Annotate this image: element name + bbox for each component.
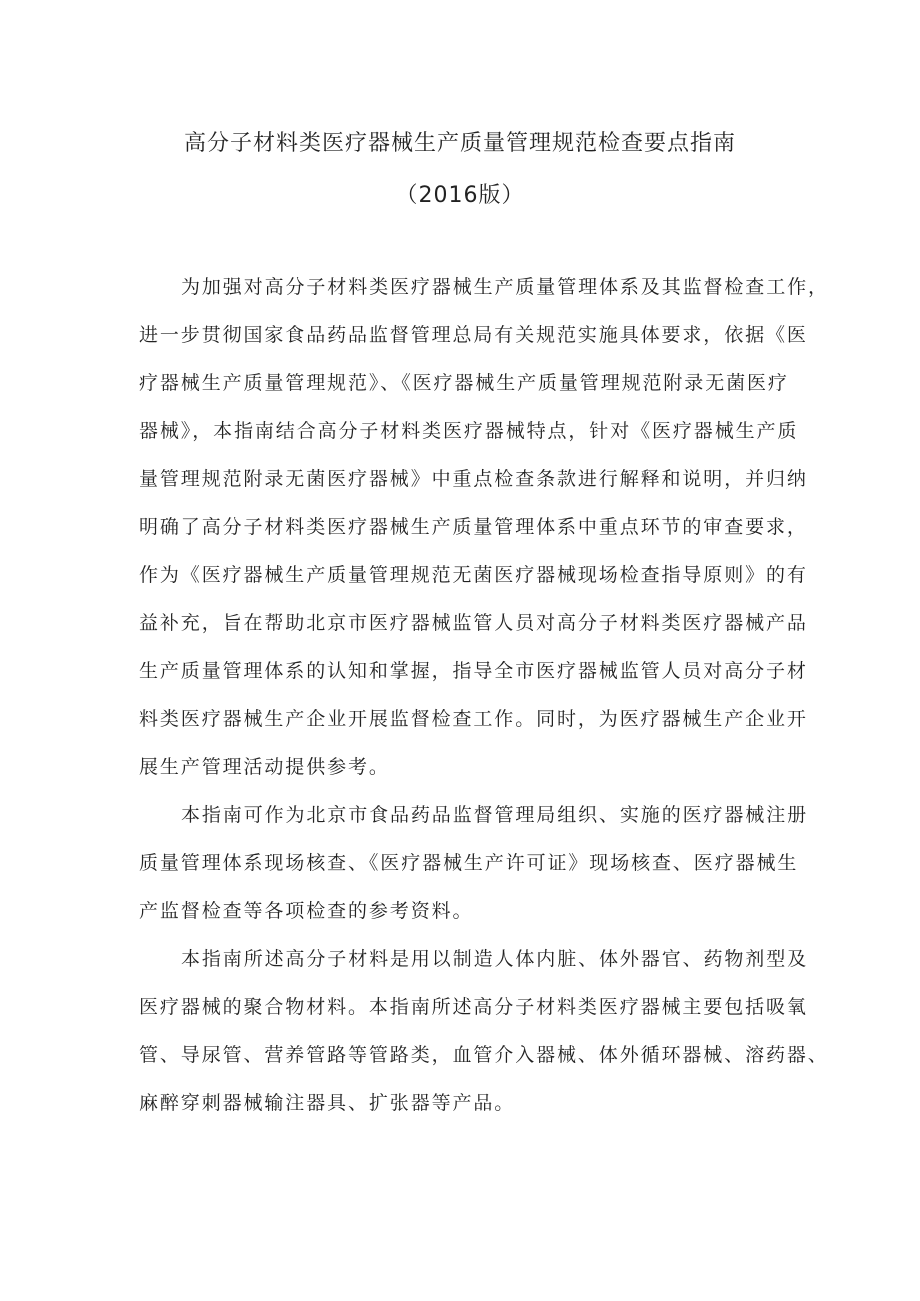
document-subtitle-version: （2016版）	[395, 183, 525, 208]
paragraph-2-line-1: 本指南可作为北京市食品药品监督管理局组织、实施的医疗器械注册	[181, 804, 809, 826]
paragraph-1-line-3: 疗器械生产质量管理规范》、《医疗器械生产质量管理规范附录无菌医疗	[139, 372, 789, 394]
paragraph-1-line-5: 量管理规范附录无菌医疗器械》中重点检查条款进行解释和说明，并归纳	[139, 468, 808, 490]
paragraph-3-line-4: 麻醉穿刺器械输注器具、扩张器等产品。	[139, 1092, 516, 1114]
paragraph-3-line-2: 医疗器械的聚合物材料。本指南所述高分子材料类医疗器械主要包括吸氧	[139, 996, 808, 1018]
paragraph-1-line-4: 器械》，本指南结合高分子材料类医疗器械特点，针对《医疗器械生产质	[139, 420, 799, 442]
paragraph-1-line-1: 为加强对高分子材料类医疗器械生产质量管理体系及其监督检查工作，	[181, 276, 829, 298]
paragraph-1-line-10: 料类医疗器械生产企业开展监督检查工作。同时，为医疗器械生产企业开	[139, 708, 808, 730]
paragraph-3-line-3: 管、导尿管、营养管路等管路类，血管介入器械、体外循环器械、溶药器、	[139, 1044, 829, 1066]
paragraph-2-line-2: 质量管理体系现场核查、《医疗器械生产许可证》现场核查、医疗器械生	[139, 852, 799, 874]
paragraph-1-line-7: 作为《医疗器械生产质量管理规范无菌医疗器械现场检查指导原则》的有	[139, 564, 808, 586]
paragraph-1-line-11: 展生产管理活动提供参考。	[139, 756, 390, 778]
paragraph-1-line-2: 进一步贯彻国家食品药品监督管理总局有关规范实施具体要求，依据《医	[139, 324, 808, 346]
paragraph-1-line-6: 明确了高分子材料类医疗器械生产质量管理体系中重点环节的审查要求，	[139, 516, 808, 538]
paragraph-1-line-8: 益补充，旨在帮助北京市医疗器械监管人员对高分子材料类医疗器械产品	[139, 612, 808, 634]
paragraph-1-line-9: 生产质量管理体系的认知和掌握，指导全市医疗器械监管人员对高分子材	[139, 660, 808, 682]
document-title: 高分子材料类医疗器械生产质量管理规范检查要点指南	[183, 131, 736, 156]
paragraph-2-line-3: 产监督检查等各项检查的参考资料。	[139, 900, 474, 922]
paragraph-3-line-1: 本指南所述高分子材料是用以制造人体内脏、体外器官、药物剂型及	[181, 948, 809, 970]
